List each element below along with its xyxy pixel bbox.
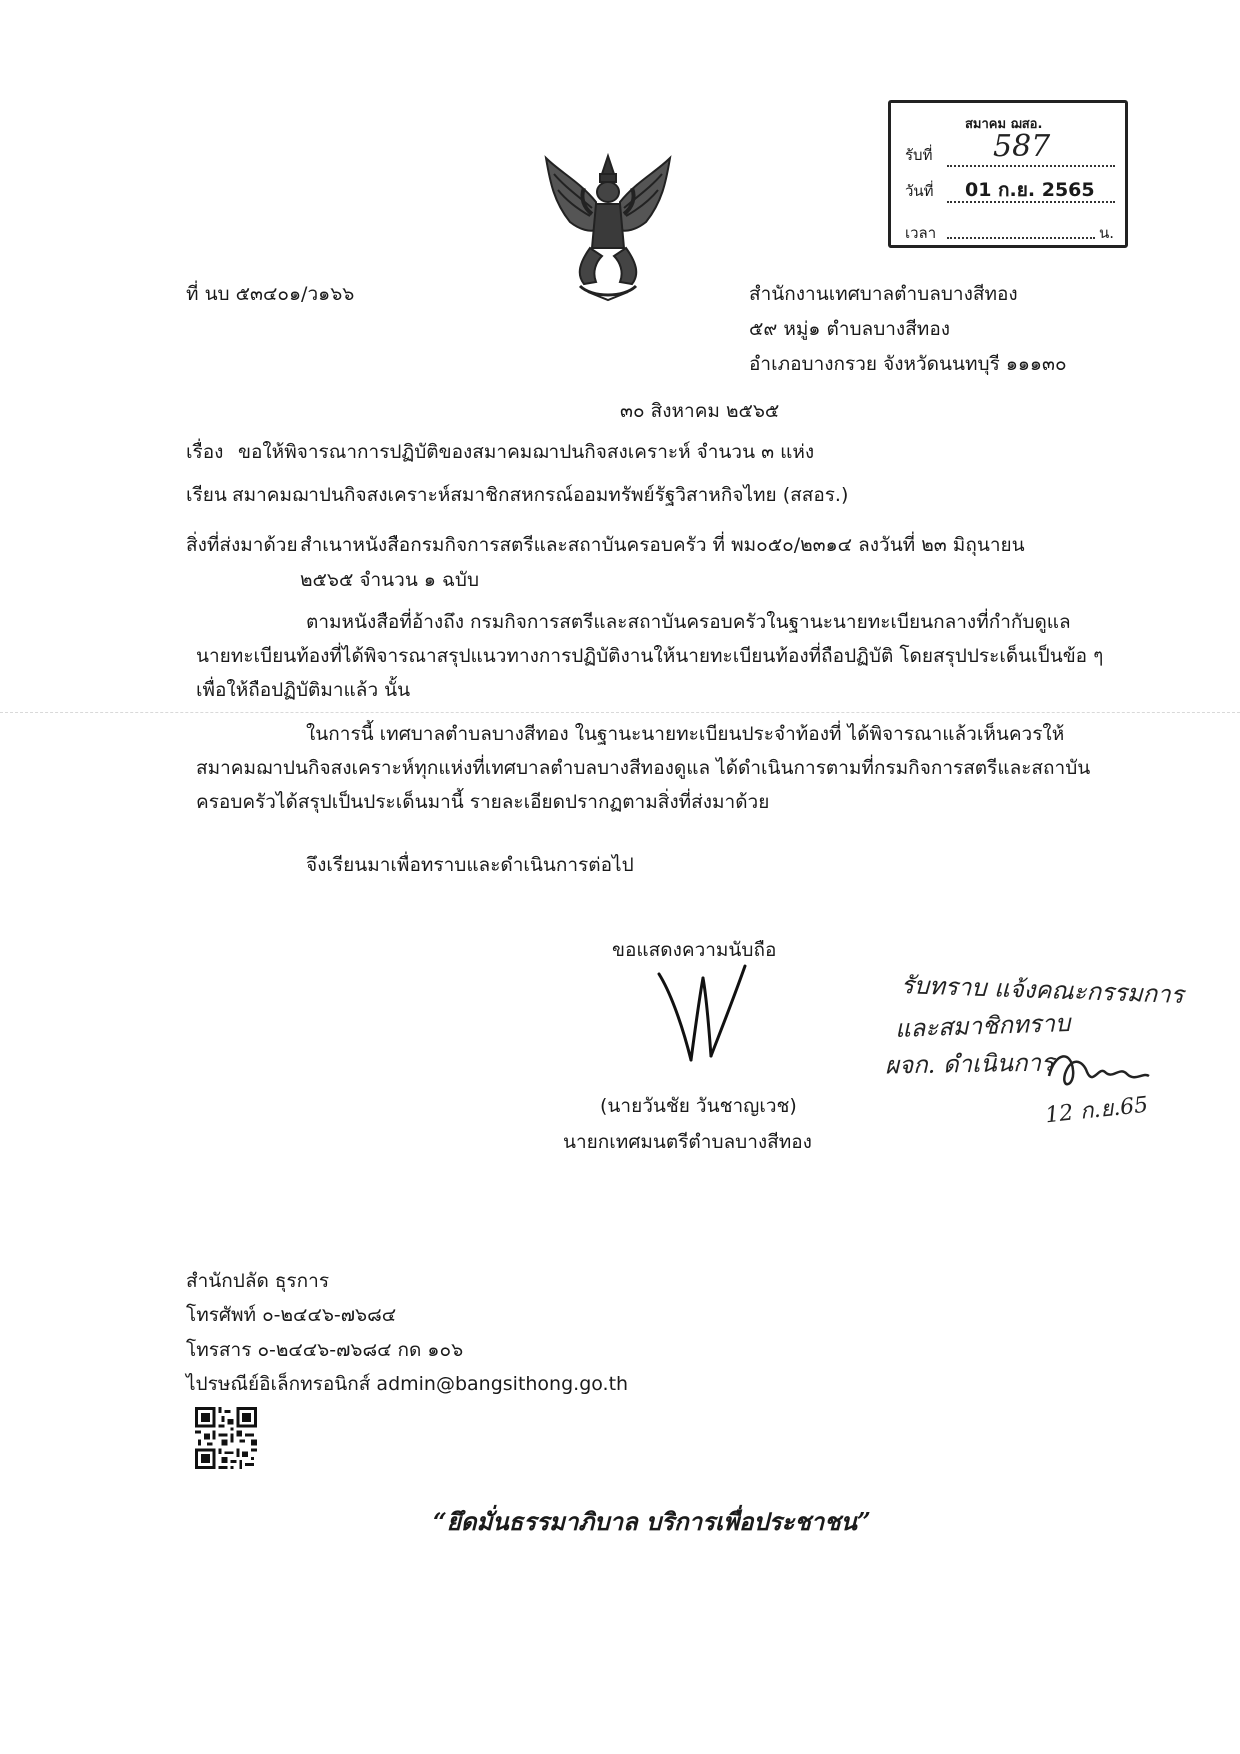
stamp-received-no: 587 bbox=[993, 129, 1051, 164]
closing: ขอแสดงความนับถือ bbox=[612, 939, 777, 961]
ref-number: ที่ นบ ๕๓๔๐๑/ว๑๖๖ bbox=[186, 283, 355, 305]
scan-artifact-line bbox=[0, 712, 1240, 713]
handwritten-line-3: ผจก. ดำเนินการ bbox=[884, 1048, 1055, 1080]
stamp-org: สมาคม ฌสอ. bbox=[965, 117, 1043, 132]
to-label: เรียน bbox=[186, 484, 227, 506]
signer-title: นายกเทศมนตรีตำบลบางสีทอง bbox=[563, 1131, 812, 1153]
paragraph-1 bbox=[196, 605, 1132, 707]
stamp-date-label: วันที่ bbox=[905, 182, 934, 200]
paragraph-2 bbox=[196, 717, 1132, 819]
qr-code-icon bbox=[195, 1407, 257, 1469]
paragraph-1-line: ตามหนังสือที่อ้างถึง กรมกิจการสตรีและสถาบันครอบครัวในฐานะนายทะเบียนกลางที่กำกับดูแล bbox=[306, 611, 1071, 633]
stamp-time-suffix: น. bbox=[1099, 224, 1115, 242]
stamp-time-label: เวลา bbox=[905, 224, 937, 242]
handwritten-note bbox=[884, 970, 1185, 1140]
paragraph-1-line: เพื่อให้ถือปฏิบัติมาแล้ว นั้น bbox=[196, 679, 411, 701]
handwritten-date: 12 ก.ย.65 bbox=[1044, 1092, 1150, 1129]
enclosure-line-2: ๒๕๖๕ จำนวน ๑ ฉบับ bbox=[300, 569, 480, 591]
contact-dept: สำนักปลัด ธุรการ bbox=[186, 1270, 330, 1292]
handwritten-line-2: และสมาชิกทราบ bbox=[894, 1008, 1071, 1044]
letter-date: ๓๐ สิงหาคม ๒๕๖๕ bbox=[620, 400, 780, 422]
sender-line-3: อำเภอบางกรวย จังหวัดนนทบุรี ๑๑๑๓๐ bbox=[749, 353, 1067, 375]
sender-line-1: สำนักงานเทศบาลตำบลบางสีทอง bbox=[749, 283, 1018, 305]
paragraph-1-line: นายทะเบียนท้องที่ได้พิจารณาสรุปแนวทางการปฏิบัติงานให้นายทะเบียนท้องที่ถือปฏิบัติ โดยสรุปประเด็นเป็นข้อ ๆ bbox=[196, 645, 1104, 667]
stamp-date: 01 ก.ย. 2565 bbox=[965, 179, 1095, 201]
slogan: “ยึดมั่นธรรมาภิบาล บริการเพื่อประชาชน” bbox=[433, 1507, 871, 1536]
paragraph-2-line: สมาคมฌาปนกิจสงเคราะห์ทุกแห่งที่เทศบาลตำบลบางสีทองดูแล ได้ดำเนินการตามที่กรมกิจการสตรีและสถาบัน bbox=[196, 757, 1091, 779]
contact-email: ไปรษณีย์อิเล็กทรอนิกส์ admin@bangsithong.go.th bbox=[186, 1373, 629, 1395]
signer-name: (นายวันชัย วันชาญเวช) bbox=[600, 1095, 797, 1117]
stamp-received-label: รับที่ bbox=[905, 146, 933, 164]
sender-line-2: ๕๙ หมู่๑ ตำบลบางสีทอง bbox=[749, 318, 951, 340]
receipt-stamp bbox=[888, 100, 1128, 248]
garuda-emblem-icon bbox=[540, 152, 676, 302]
paragraph-2-line: ในการนี้ เทศบาลตำบลบางสีทอง ในฐานะนายทะเบียนประจำท้องที่ ได้พิจารณาแล้วเห็นควรให้ bbox=[306, 723, 1065, 745]
subject-label: เรื่อง bbox=[186, 441, 224, 463]
handwritten-line-1: รับทราบ แจ้งคณะกรรมการ bbox=[900, 971, 1185, 1009]
to-text: สมาคมฌาปนกิจสงเคราะห์สมาชิกสหกรณ์ออมทรัพย์รัฐวิสาหกิจไทย (สสอร.) bbox=[232, 484, 849, 506]
enclosure-label: สิ่งที่ส่งมาด้วย bbox=[186, 534, 298, 556]
paragraph-2-line: ครอบครัวได้สรุปเป็นประเด็นมานี้ รายละเอียดปรากฏตามสิ่งที่ส่งมาด้วย bbox=[196, 791, 770, 813]
enclosure-line-1: สำเนาหนังสือกรมกิจการสตรีและสถาบันครอบครัว ที่ พม๐๕๐/๒๓๑๔ ลงวันที่ ๒๓ มิถุนายน bbox=[300, 534, 1025, 556]
signature-image bbox=[655, 960, 750, 1075]
paragraph-3: จึงเรียนมาเพื่อทราบและดำเนินการต่อไป bbox=[306, 854, 634, 876]
contact-fax: โทรสาร ๐-๒๔๔๖-๗๖๘๔ กด ๑๐๖ bbox=[186, 1339, 464, 1361]
subject-text: ขอให้พิจารณาการปฏิบัติของสมาคมฌาปนกิจสงเคราะห์ จำนวน ๓ แห่ง bbox=[238, 441, 815, 463]
contact-phone: โทรศัพท์ ๐-๒๔๔๖-๗๖๘๔ bbox=[186, 1304, 397, 1326]
